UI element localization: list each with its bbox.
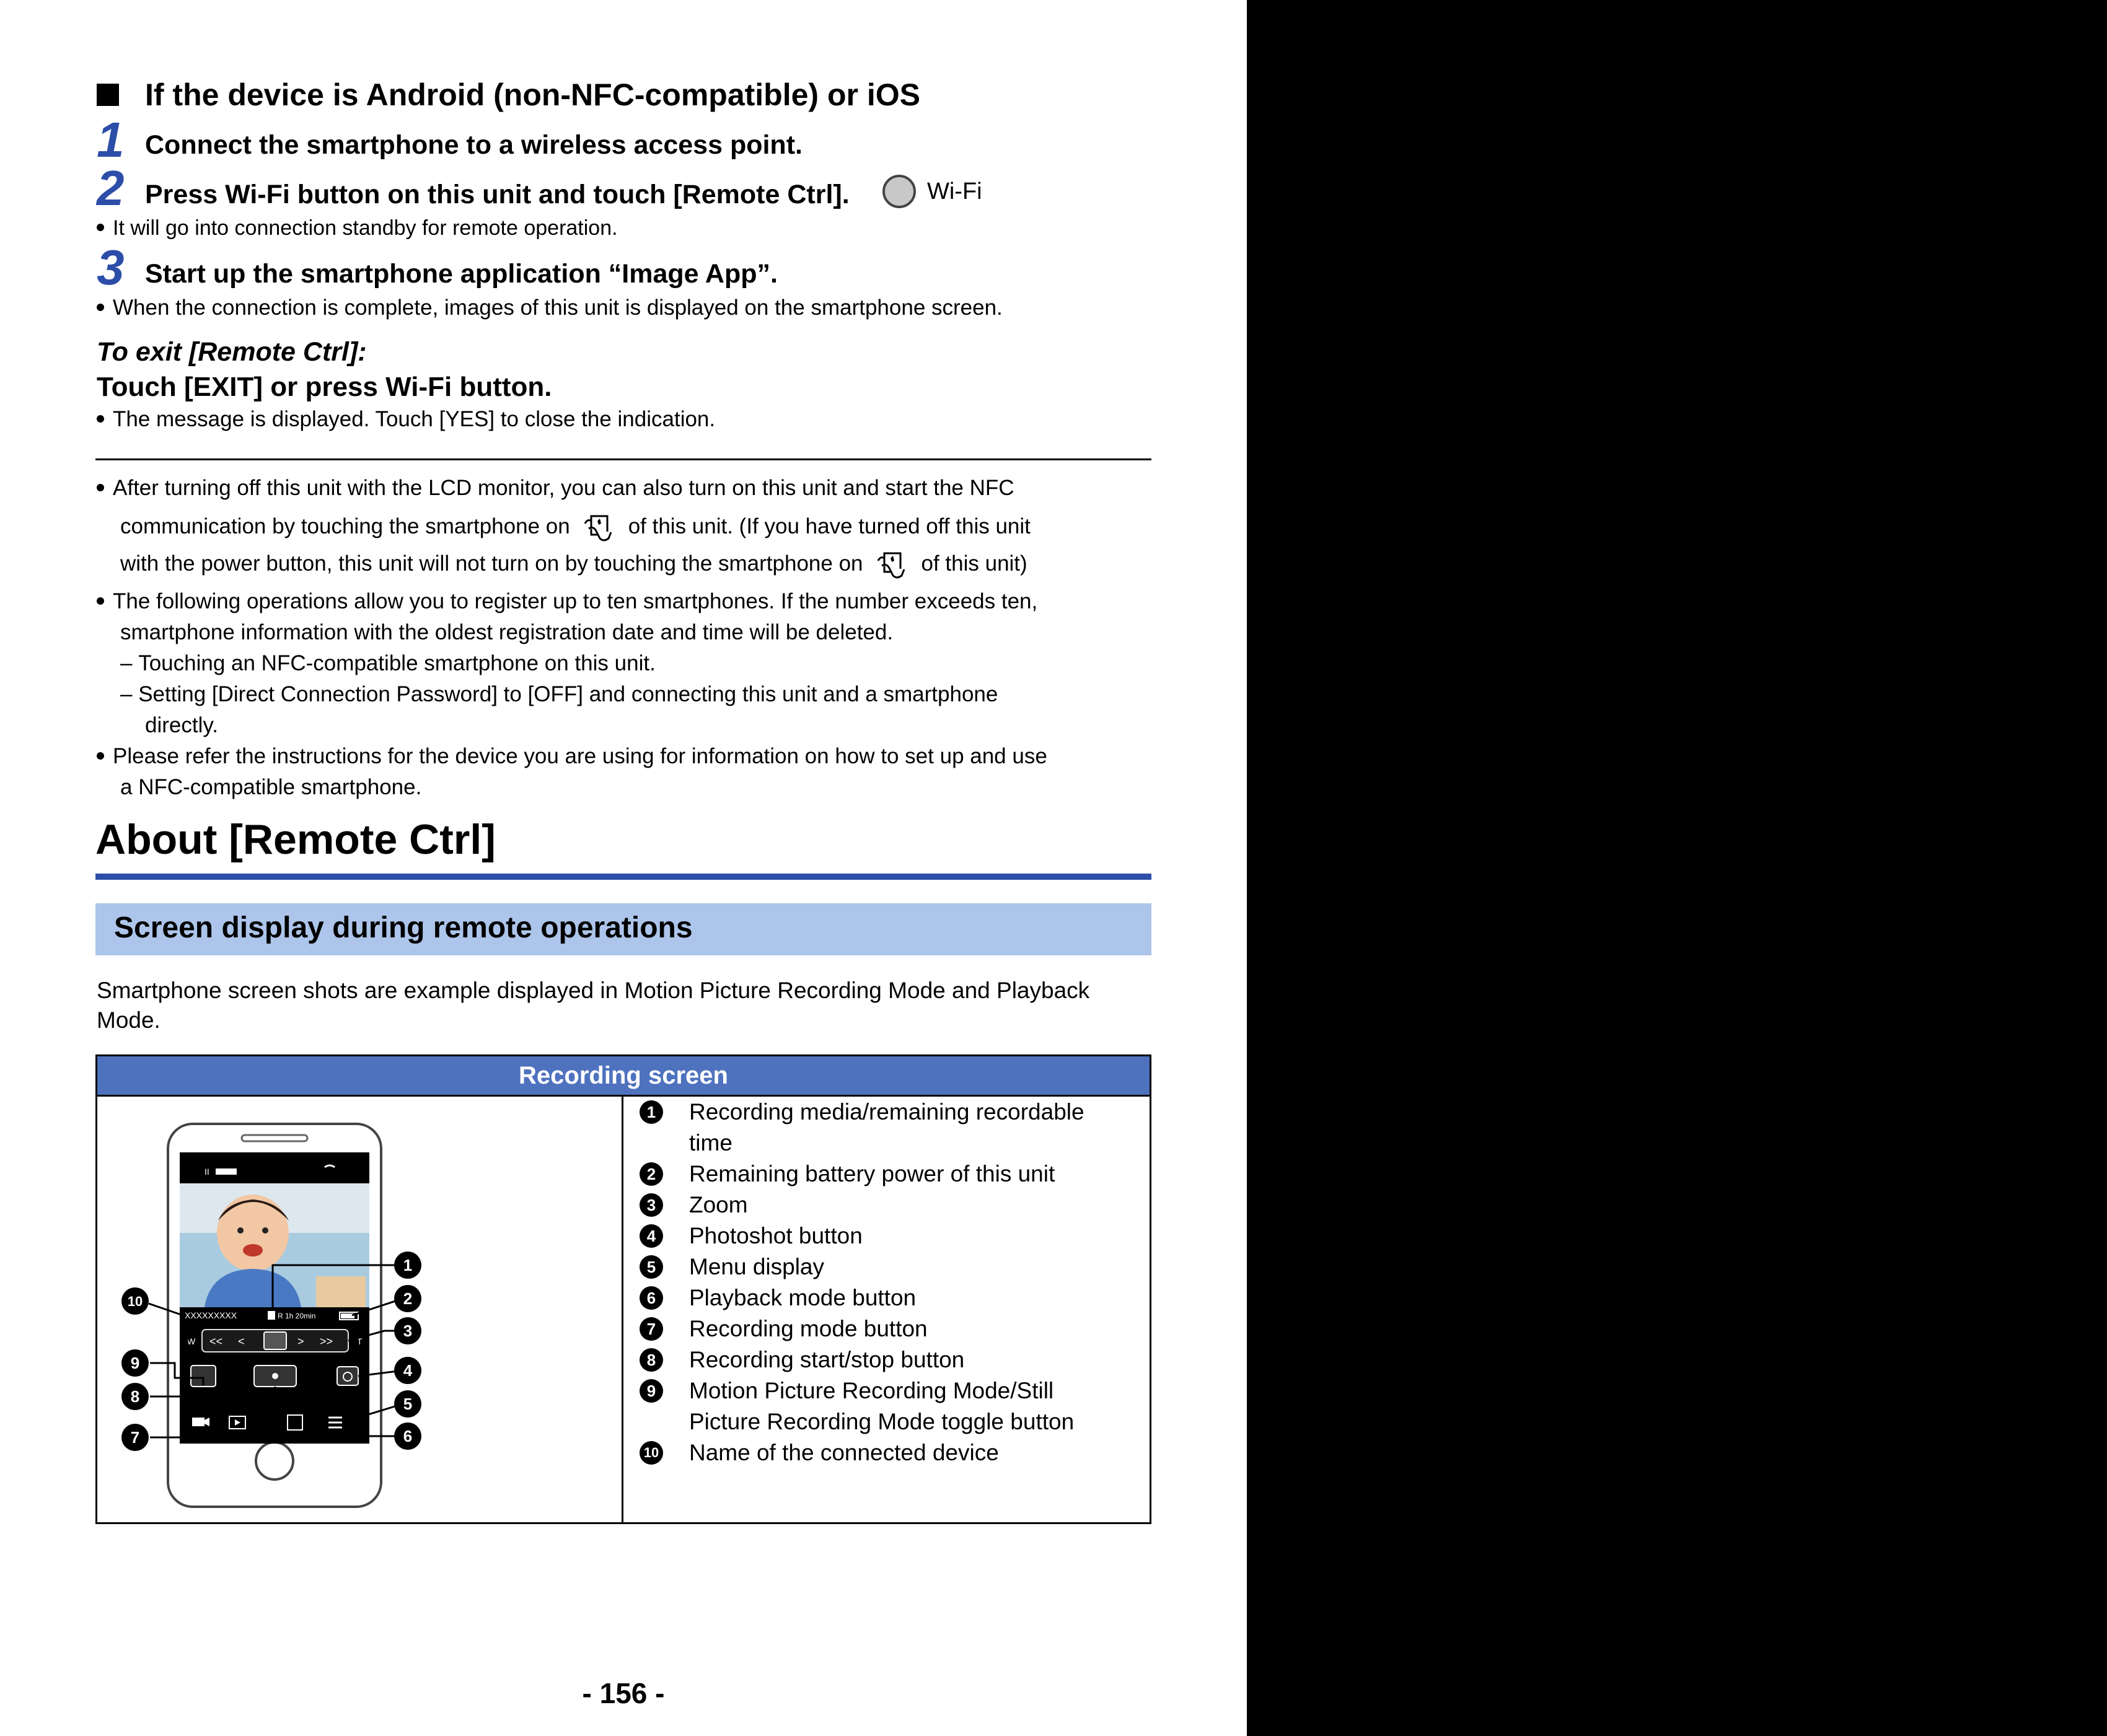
callout-2-label: 2 xyxy=(403,1289,413,1308)
zoom-slider-handle xyxy=(264,1332,286,1349)
note-dash-2-line2: directly. xyxy=(145,713,218,737)
intro-line2: Mode. xyxy=(97,1007,161,1033)
callout-7-label: 7 xyxy=(130,1428,140,1447)
bullet-dot xyxy=(97,752,104,760)
dash-marker: – xyxy=(120,651,139,675)
legend-number: 8 xyxy=(640,1348,663,1372)
wifi-button-label: Wi-Fi xyxy=(927,178,982,204)
step-3-text: Start up the smartphone application “Image App”. xyxy=(145,259,778,289)
note-register-line2: smartphone information with the oldest registration date and time will be deleted. xyxy=(120,620,894,644)
note-nfc-line1: After turning off this unit with the LCD monitor, you can also turn on this unit and start the NFC xyxy=(97,473,1014,504)
bullet-dot xyxy=(97,304,104,311)
exit-note: The message is displayed. Touch [YES] to close the indication. xyxy=(97,404,715,435)
legend-number: 1 xyxy=(640,1100,663,1124)
subheading-text: Screen display during remote operations xyxy=(114,911,693,944)
note-dash-2-line1: – Setting [Direct Connection Password] to [OFF] and connecting this unit and a smartphone xyxy=(120,682,998,706)
nfc-touch-icon xyxy=(876,547,909,583)
step-2-text: Press Wi-Fi button on this unit and touch [Remote Ctrl]. xyxy=(145,180,850,209)
nfc-touch-icon xyxy=(583,510,616,546)
section-heading: If the device is Android (non-NFC-compatible) or iOS xyxy=(145,77,920,112)
record-dot-icon xyxy=(272,1373,278,1379)
legend-label: Remaining battery power of this unit xyxy=(689,1161,1055,1186)
zoom-fast-in-button: >> xyxy=(320,1335,333,1348)
callout-6-label: 6 xyxy=(403,1427,413,1445)
legend-label: Zoom xyxy=(689,1192,748,1217)
photoshot-button xyxy=(337,1367,358,1385)
legend-number: 7 xyxy=(640,1317,663,1341)
wifi-button-icon xyxy=(882,175,916,208)
callout-1-label: 1 xyxy=(403,1256,413,1274)
sd-card-icon xyxy=(268,1311,275,1320)
step-1-number: 1 xyxy=(97,112,125,167)
legend-number: 6 xyxy=(640,1286,663,1310)
callout-5-label: 5 xyxy=(403,1395,413,1413)
phone-home-button xyxy=(256,1442,293,1480)
legend-label: Menu display xyxy=(689,1254,825,1279)
step-1-text: Connect the smartphone to a wireless access point. xyxy=(145,130,803,160)
zoom-in-button: > xyxy=(297,1335,304,1348)
smartphone-illustration xyxy=(112,1103,607,1518)
bullet-dot xyxy=(97,224,104,231)
about-title-rule xyxy=(95,874,1151,880)
pause-icon: II xyxy=(205,1167,209,1177)
recording-mode-icon xyxy=(192,1418,209,1426)
legend-label: Name of the connected device xyxy=(689,1440,999,1465)
note-refer-line1: Please refer the instructions for the device you are using for information on how to set up and use xyxy=(97,741,1047,772)
bullet-dot xyxy=(97,597,104,605)
step-3-number: 3 xyxy=(97,240,125,295)
legend-item-1 xyxy=(640,1097,1129,1159)
page-number: - 156 - xyxy=(582,1677,665,1709)
legend-number: 4 xyxy=(640,1224,663,1248)
note-nfc-line2: communication by touching the smartphone on of this unit. (If you have turned off this unit xyxy=(120,508,1031,546)
legend-number: 3 xyxy=(640,1193,663,1217)
note-nfc-line3: with the power button, this unit will not turn on by touching the smartphone on of this unit) xyxy=(120,545,1027,583)
callout-3-label: 3 xyxy=(403,1322,413,1340)
legend-label: Photoshot button xyxy=(689,1223,863,1248)
legend-item-9 xyxy=(640,1375,1129,1437)
intro-line1: Smartphone screen shots are example displayed in Motion Picture Recording Mode and Playback xyxy=(97,978,1090,1003)
media-icon xyxy=(216,1168,237,1175)
callout-4-label: 4 xyxy=(403,1361,413,1380)
note-dash-1: – Touching an NFC-compatible smartphone on this unit. xyxy=(120,651,656,675)
zoom-wide-label: W xyxy=(187,1336,196,1346)
section-divider xyxy=(95,458,1151,460)
bullet-dot xyxy=(97,484,104,491)
remaining-time-text: R 1h 20min xyxy=(278,1312,316,1320)
table-column-divider xyxy=(622,1097,623,1524)
baby-photo xyxy=(180,1183,369,1307)
legend-label: Recording start/stop button xyxy=(689,1347,965,1372)
callout-9-label: 9 xyxy=(130,1354,140,1372)
bullet-dot xyxy=(97,415,104,423)
zoom-tele-label: T xyxy=(357,1336,363,1346)
zoom-fast-out-button: << xyxy=(209,1335,223,1348)
exit-title: To exit [Remote Ctrl]: xyxy=(97,337,367,367)
legend-label: Playback mode button xyxy=(689,1285,917,1310)
table-header-text: Recording screen xyxy=(519,1061,728,1089)
section-bullet-square xyxy=(97,84,119,106)
device-name-text: XXXXXXXXX xyxy=(185,1310,237,1320)
step-2-number: 2 xyxy=(97,160,125,216)
zoom-out-button: < xyxy=(238,1335,245,1348)
table-header xyxy=(95,1054,1151,1097)
step-2-note: It will go into connection standby for remote operation. xyxy=(97,213,618,243)
callout-8-label: 8 xyxy=(130,1387,140,1406)
legend-label: Recording media/remaining recordable time xyxy=(689,1099,1084,1155)
legend-number: 5 xyxy=(640,1255,663,1279)
step-3-note: When the connection is complete, images of this unit is displayed on the smartphone screen. xyxy=(97,292,1003,323)
about-title: About [Remote Ctrl] xyxy=(95,816,496,863)
callout-10-label: 10 xyxy=(127,1294,143,1309)
legend-label: Motion Picture Recording Mode/Still Picture Recording Mode toggle button xyxy=(689,1378,1075,1434)
note-refer-line2: a NFC-compatible smartphone. xyxy=(120,775,422,799)
legend-label: Recording mode button xyxy=(689,1316,928,1341)
note-register-line1: The following operations allow you to register up to ten smartphones. If the number exceeds ten, xyxy=(97,586,1037,617)
legend-number: 9 xyxy=(640,1379,663,1403)
legend-number: 2 xyxy=(640,1162,663,1186)
exit-instruction: Touch [EXIT] or press Wi-Fi button. xyxy=(97,372,552,402)
legend-number: 10 xyxy=(640,1441,663,1465)
dash-marker: – xyxy=(120,682,139,706)
